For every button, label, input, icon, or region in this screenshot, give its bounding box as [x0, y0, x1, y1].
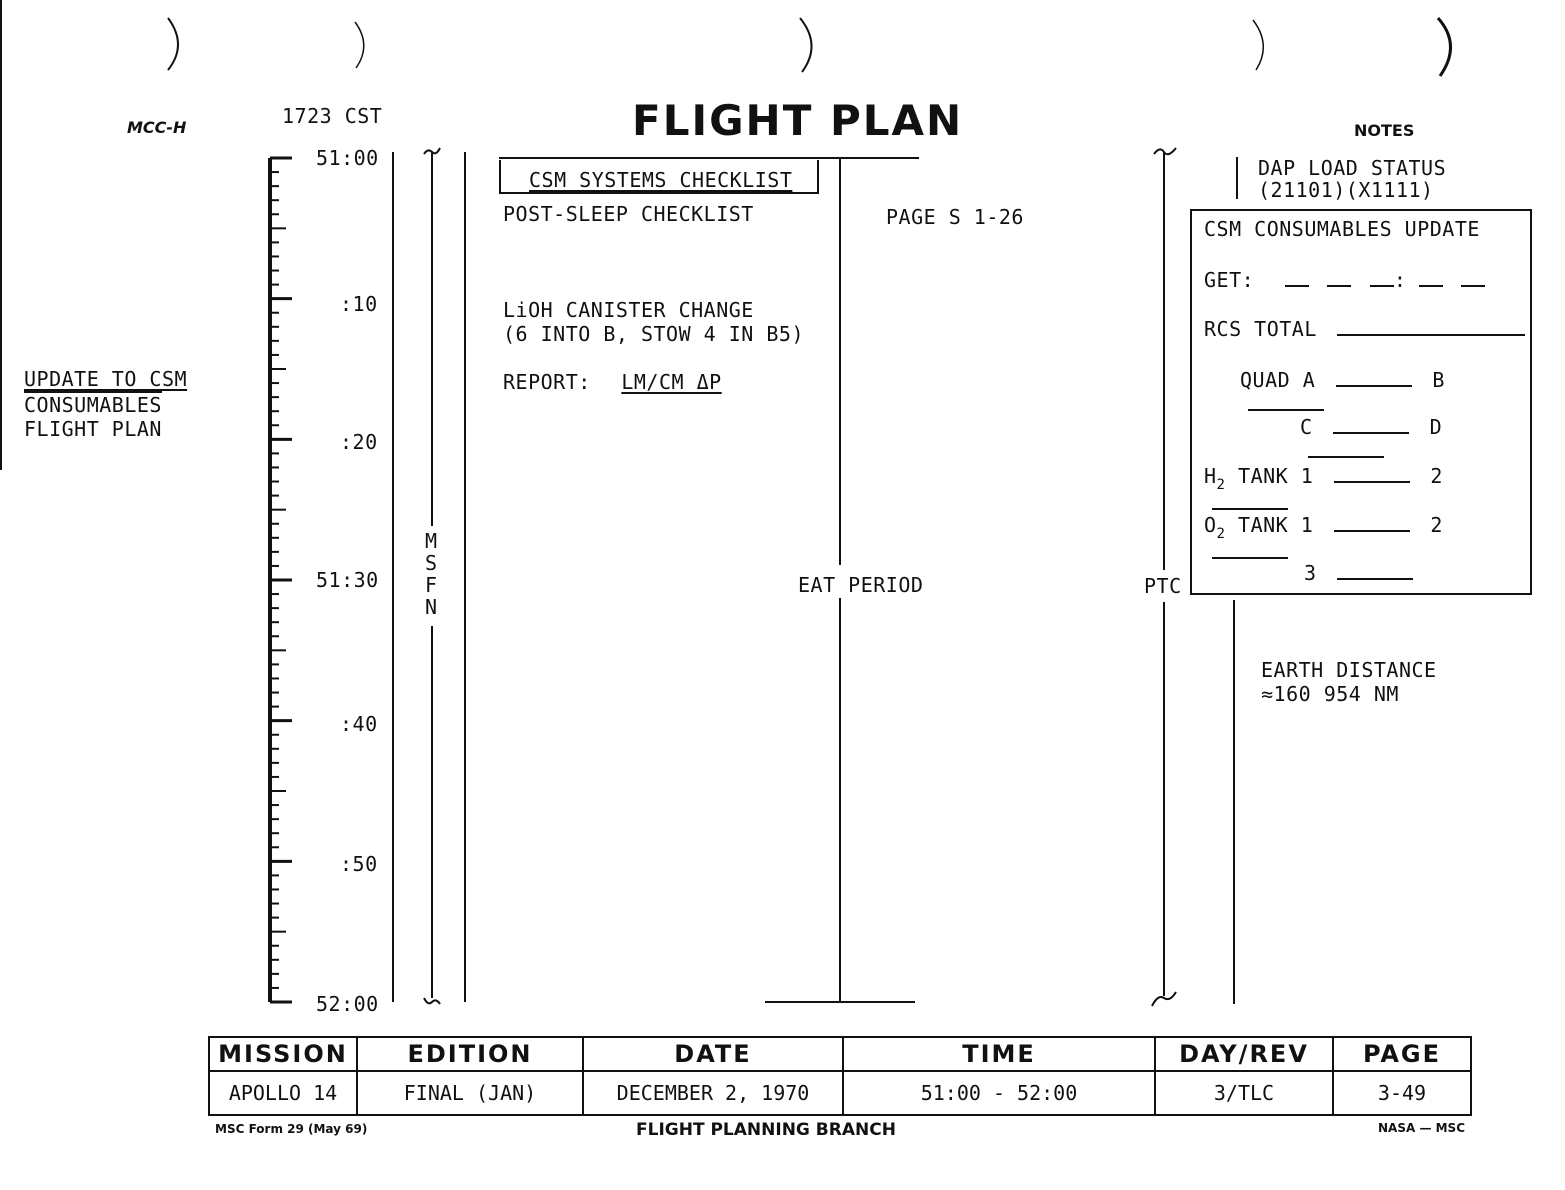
- o2-tank-3: 3: [1304, 561, 1317, 585]
- msfn-label: [425, 530, 438, 618]
- footer-header-date: DATE: [583, 1037, 843, 1071]
- quad-d-label: D: [1429, 415, 1443, 439]
- binder-holes: [0, 0, 1565, 90]
- o2-tank-label: TANK: [1238, 513, 1289, 537]
- mcc-h-label: MCC-H: [127, 118, 187, 137]
- o2-tank-1: 1: [1300, 513, 1314, 537]
- get-separator: :: [1393, 268, 1407, 292]
- post-sleep-checklist: POST-SLEEP CHECKLIST: [503, 202, 754, 226]
- earth-distance-line2: ≈160 954 NM: [1261, 682, 1399, 706]
- lioh-canister-change: [503, 298, 804, 346]
- report-label: REPORT:: [503, 370, 591, 394]
- lioh-line2: (6 INTO B, STOW 4 IN B5): [503, 322, 804, 346]
- quad-b-label: B: [1432, 368, 1445, 392]
- form-number: MSC Form 29 (May 69): [215, 1122, 368, 1136]
- agency-label: NASA — MSC: [1378, 1121, 1466, 1135]
- branch-label: FLIGHT PLANNING BRANCH: [636, 1120, 896, 1140]
- earth-distance-line1: EARTH DISTANCE: [1261, 658, 1437, 682]
- h2-tank-1: 1: [1300, 464, 1314, 488]
- footer-edition: FINAL (JAN): [357, 1071, 583, 1115]
- dap-line1: DAP LOAD STATUS: [1258, 156, 1447, 180]
- o2-tank-2: 2: [1430, 513, 1443, 537]
- o2-prefix: O: [1204, 513, 1217, 537]
- eat-period-end-line: [765, 1001, 915, 1003]
- left-notes: [24, 367, 187, 441]
- get-row: [1204, 268, 1485, 292]
- h2-tank-2: 2: [1430, 464, 1443, 488]
- quad-label: QUAD: [1240, 368, 1291, 392]
- h2-tank-label: TANK: [1238, 464, 1289, 488]
- update-note-line3: FLIGHT PLAN: [24, 417, 162, 441]
- h2-tank-row: [1204, 464, 1530, 515]
- rcs-total-row: [1204, 317, 1525, 341]
- time-label-10: :10: [340, 292, 378, 316]
- msfn-letter-f: F: [425, 573, 438, 597]
- report-value: LM/CM ΔP: [621, 370, 722, 394]
- o2-tank-3-row: [1304, 561, 1413, 585]
- consumables-title: CSM CONSUMABLES UPDATE: [1204, 217, 1480, 241]
- dap-line2: (21101)(X1111): [1258, 178, 1434, 202]
- notes-label: NOTES: [1354, 121, 1415, 140]
- page-title: FLIGHT PLAN: [632, 96, 964, 145]
- notes-line-top: [1236, 157, 1238, 199]
- quad-cd-row: [1300, 415, 1530, 463]
- quad-c-label: C: [1300, 415, 1313, 439]
- footer-header-mission: MISSION: [209, 1037, 357, 1071]
- csm-systems-checklist-box: [499, 160, 819, 194]
- time-label-52-00: 52:00: [316, 992, 379, 1016]
- quad-a-label: A: [1302, 368, 1316, 392]
- timeline-divider-2: [464, 152, 466, 1002]
- time-label-51-00: 51:00: [316, 146, 379, 170]
- lioh-line1: LiOH CANISTER CHANGE: [503, 298, 754, 322]
- msfn-letter-m: M: [425, 529, 438, 553]
- footer-dayrev: 3/TLC: [1155, 1071, 1333, 1115]
- footer-time: 51:00 - 52:00: [843, 1071, 1155, 1115]
- o2-tank-row: [1204, 513, 1530, 564]
- page-reference: PAGE S 1-26: [886, 205, 1024, 229]
- footer-table: [208, 1036, 1472, 1116]
- time-ruler: [260, 150, 300, 1010]
- eat-period-label: EAT PERIOD: [798, 573, 924, 597]
- checklist-top-line: [499, 157, 919, 159]
- earth-distance: [1261, 658, 1437, 706]
- time-zone-label: 1723 CST: [282, 104, 383, 128]
- footer-page: 3-49: [1333, 1071, 1471, 1115]
- h2-prefix: H: [1204, 464, 1217, 488]
- msfn-letter-n: N: [425, 595, 438, 619]
- time-label-20: :20: [340, 430, 378, 454]
- eat-period-line-top: [839, 157, 841, 565]
- update-note-line2: CONSUMABLES: [24, 393, 162, 417]
- time-label-40: :40: [340, 712, 378, 736]
- footer-header-page: PAGE: [1333, 1037, 1471, 1071]
- h2-subscript: 2: [1216, 477, 1226, 493]
- footer-mission: APOLLO 14: [209, 1071, 357, 1115]
- rcs-total-label: RCS TOTAL: [1204, 317, 1317, 341]
- dap-load-status: [1258, 157, 1446, 201]
- time-label-50: :50: [340, 852, 378, 876]
- footer-header-edition: EDITION: [357, 1037, 583, 1071]
- footer-header-time: TIME: [843, 1037, 1155, 1071]
- footer-date: DECEMBER 2, 1970: [583, 1071, 843, 1115]
- o2-subscript: 2: [1216, 526, 1226, 542]
- quad-ab-row: [1240, 368, 1530, 416]
- time-label-51-30: 51:30: [316, 568, 379, 592]
- report-line: [503, 370, 722, 394]
- footer-header-dayrev: DAY/REV: [1155, 1037, 1333, 1071]
- msfn-letter-s: S: [425, 551, 438, 575]
- timeline-divider-1: [392, 152, 394, 1002]
- ptc-label: PTC: [1144, 574, 1182, 598]
- page-edge-line: [0, 0, 2, 470]
- consumables-update-box: [1190, 209, 1532, 595]
- update-note-line1: UPDATE TO CSM: [24, 367, 188, 391]
- checklist-box-label: CSM SYSTEMS CHECKLIST: [529, 168, 793, 192]
- get-label: GET:: [1204, 268, 1255, 292]
- eat-period-line-bottom: [839, 598, 841, 1002]
- notes-line-bottom: [1233, 600, 1235, 1004]
